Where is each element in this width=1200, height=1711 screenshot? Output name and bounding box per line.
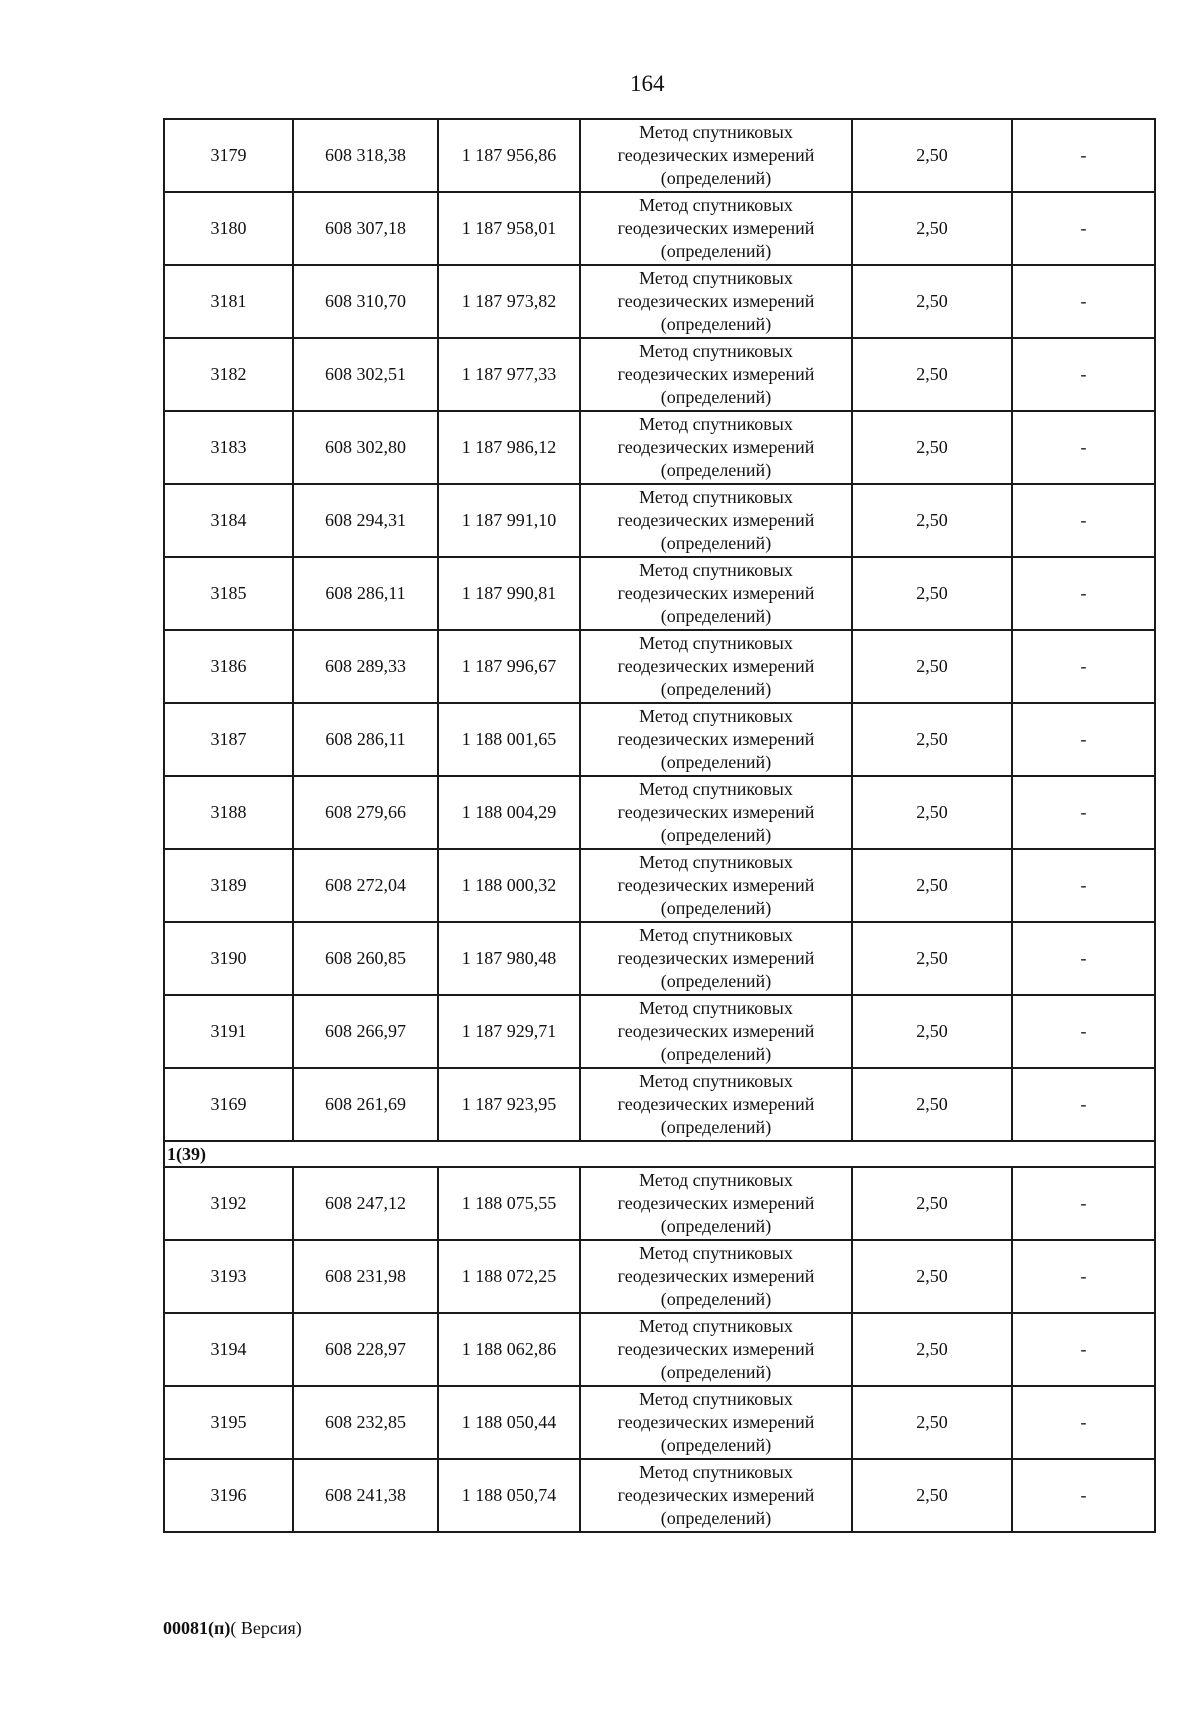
y-coordinate-cell: 1 187 986,12 — [438, 411, 580, 484]
x-coordinate-cell: 608 279,66 — [293, 776, 438, 849]
extra-cell: - — [1012, 922, 1155, 995]
table-row — [164, 1386, 1155, 1459]
point-number-cell: 3179 — [164, 119, 293, 192]
point-number-cell: 3185 — [164, 557, 293, 630]
point-number-cell: 3180 — [164, 192, 293, 265]
method-cell — [580, 1068, 852, 1141]
extra-cell: - — [1012, 1386, 1155, 1459]
table-row — [164, 922, 1155, 995]
point-number-cell: 3191 — [164, 995, 293, 1068]
accuracy-cell: 2,50 — [852, 1240, 1012, 1313]
accuracy-cell: 2,50 — [852, 1068, 1012, 1141]
page-number: 164 — [630, 71, 665, 96]
method-cell — [580, 995, 852, 1068]
table-row — [164, 338, 1155, 411]
method-cell — [580, 338, 852, 411]
point-number-cell: 3183 — [164, 411, 293, 484]
method-line: геодезических измерений — [617, 1193, 815, 1213]
method-cell — [580, 119, 852, 192]
x-coordinate-cell: 608 272,04 — [293, 849, 438, 922]
table-row — [164, 1313, 1155, 1386]
accuracy-cell: 2,50 — [852, 703, 1012, 776]
accuracy-cell: 2,50 — [852, 484, 1012, 557]
method-line: (определений) — [660, 314, 772, 334]
extra-cell: - — [1012, 192, 1155, 265]
method-line: геодезических измерений — [617, 1021, 815, 1041]
x-coordinate-cell: 608 318,38 — [293, 119, 438, 192]
y-coordinate-cell: 1 188 075,55 — [438, 1167, 580, 1240]
point-number-cell: 3190 — [164, 922, 293, 995]
x-coordinate-cell: 608 286,11 — [293, 703, 438, 776]
y-coordinate-cell: 1 188 072,25 — [438, 1240, 580, 1313]
method-line: Метод спутниковых — [639, 341, 793, 361]
method-cell — [580, 192, 852, 265]
extra-cell: - — [1012, 1167, 1155, 1240]
method-line: (определений) — [660, 825, 772, 845]
y-coordinate-cell: 1 188 050,44 — [438, 1386, 580, 1459]
y-coordinate-cell: 1 187 996,67 — [438, 630, 580, 703]
x-coordinate-cell: 608 231,98 — [293, 1240, 438, 1313]
method-cell — [580, 922, 852, 995]
y-coordinate-cell: 1 187 923,95 — [438, 1068, 580, 1141]
table-section — [164, 1141, 1155, 1167]
x-coordinate-cell: 608 286,11 — [293, 557, 438, 630]
table-row — [164, 1068, 1155, 1141]
accuracy-cell: 2,50 — [852, 922, 1012, 995]
method-cell — [580, 1167, 852, 1240]
method-line: геодезических измерений — [617, 1094, 815, 1114]
document-code: 00081(п) — [163, 1618, 231, 1638]
method-cell — [580, 630, 852, 703]
x-coordinate-cell: 608 310,70 — [293, 265, 438, 338]
y-coordinate-cell: 1 187 973,82 — [438, 265, 580, 338]
y-coordinate-cell: 1 188 001,65 — [438, 703, 580, 776]
accuracy-cell: 2,50 — [852, 192, 1012, 265]
table-row — [164, 776, 1155, 849]
method-line: (определений) — [660, 460, 772, 480]
extra-cell: - — [1012, 1068, 1155, 1141]
point-number-cell: 3181 — [164, 265, 293, 338]
accuracy-cell: 2,50 — [852, 1167, 1012, 1240]
method-line: Метод спутниковых — [639, 633, 793, 653]
y-coordinate-cell: 1 188 050,74 — [438, 1459, 580, 1532]
method-line: (определений) — [660, 387, 772, 407]
accuracy-cell: 2,50 — [852, 338, 1012, 411]
table-row — [164, 1167, 1155, 1240]
x-coordinate-cell: 608 302,80 — [293, 411, 438, 484]
method-line: (определений) — [660, 1435, 772, 1455]
table-row — [164, 1459, 1155, 1532]
y-coordinate-cell: 1 188 000,32 — [438, 849, 580, 922]
method-line: (определений) — [660, 168, 772, 188]
method-line: геодезических измерений — [617, 875, 815, 895]
method-line: (определений) — [660, 1508, 772, 1528]
point-number-cell: 3169 — [164, 1068, 293, 1141]
method-line: геодезических измерений — [617, 1266, 815, 1286]
method-line: геодезических измерений — [617, 145, 815, 165]
x-coordinate-cell: 608 260,85 — [293, 922, 438, 995]
extra-cell: - — [1012, 265, 1155, 338]
accuracy-cell: 2,50 — [852, 1313, 1012, 1386]
y-coordinate-cell: 1 187 980,48 — [438, 922, 580, 995]
method-line: (определений) — [660, 898, 772, 918]
y-coordinate-cell: 1 187 990,81 — [438, 557, 580, 630]
point-number-cell: 3193 — [164, 1240, 293, 1313]
method-line: (определений) — [660, 241, 772, 261]
y-coordinate-cell: 1 187 956,86 — [438, 119, 580, 192]
point-number-cell: 3189 — [164, 849, 293, 922]
method-line: геодезических измерений — [617, 364, 815, 384]
point-number-cell: 3182 — [164, 338, 293, 411]
method-line: геодезических измерений — [617, 218, 815, 238]
point-number-cell: 3186 — [164, 630, 293, 703]
table-row — [164, 411, 1155, 484]
method-cell — [580, 1313, 852, 1386]
extra-cell: - — [1012, 557, 1155, 630]
point-number-cell: 3194 — [164, 1313, 293, 1386]
method-line: Метод спутниковых — [639, 1071, 793, 1091]
method-line: Метод спутниковых — [639, 487, 793, 507]
document-version: ( Версия) — [230, 1618, 302, 1638]
method-cell — [580, 484, 852, 557]
method-line: Метод спутниковых — [639, 268, 793, 288]
method-line: геодезических измерений — [617, 437, 815, 457]
accuracy-cell: 2,50 — [852, 1386, 1012, 1459]
accuracy-cell: 2,50 — [852, 630, 1012, 703]
method-cell — [580, 1240, 852, 1313]
table-row — [164, 849, 1155, 922]
method-line: геодезических измерений — [617, 291, 815, 311]
extra-cell: - — [1012, 1240, 1155, 1313]
y-coordinate-cell: 1 187 991,10 — [438, 484, 580, 557]
x-coordinate-cell: 608 261,69 — [293, 1068, 438, 1141]
method-cell — [580, 265, 852, 338]
method-line: Метод спутниковых — [639, 1243, 793, 1263]
extra-cell: - — [1012, 776, 1155, 849]
x-coordinate-cell: 608 294,31 — [293, 484, 438, 557]
point-number-cell: 3188 — [164, 776, 293, 849]
method-line: геодезических измерений — [617, 656, 815, 676]
extra-cell: - — [1012, 411, 1155, 484]
method-line: геодезических измерений — [617, 729, 815, 749]
method-line: (определений) — [660, 679, 772, 699]
x-coordinate-cell: 608 228,97 — [293, 1313, 438, 1386]
table-row — [164, 484, 1155, 557]
x-coordinate-cell: 608 289,33 — [293, 630, 438, 703]
y-coordinate-cell: 1 188 062,86 — [438, 1313, 580, 1386]
accuracy-cell: 2,50 — [852, 849, 1012, 922]
extra-cell: - — [1012, 1313, 1155, 1386]
x-coordinate-cell: 608 232,85 — [293, 1386, 438, 1459]
section-label: 1(39) — [164, 1141, 1155, 1167]
method-line: Метод спутниковых — [639, 852, 793, 872]
y-coordinate-cell: 1 187 958,01 — [438, 192, 580, 265]
method-line: (определений) — [660, 1216, 772, 1236]
table-row — [164, 703, 1155, 776]
method-line: (определений) — [660, 1289, 772, 1309]
method-cell — [580, 1386, 852, 1459]
method-cell — [580, 1459, 852, 1532]
accuracy-cell: 2,50 — [852, 119, 1012, 192]
x-coordinate-cell: 608 307,18 — [293, 192, 438, 265]
method-line: геодезических измерений — [617, 510, 815, 530]
x-coordinate-cell: 608 247,12 — [293, 1167, 438, 1240]
table-row — [164, 630, 1155, 703]
method-line: геодезических измерений — [617, 1339, 815, 1359]
accuracy-cell: 2,50 — [852, 557, 1012, 630]
method-line: Метод спутниковых — [639, 1389, 793, 1409]
table-body-group-a — [164, 119, 1155, 1141]
method-line: Метод спутниковых — [639, 925, 793, 945]
table-row — [164, 557, 1155, 630]
method-line: (определений) — [660, 606, 772, 626]
table-row — [164, 119, 1155, 192]
method-line: (определений) — [660, 1044, 772, 1064]
accuracy-cell: 2,50 — [852, 411, 1012, 484]
point-number-cell: 3184 — [164, 484, 293, 557]
y-coordinate-cell: 1 187 977,33 — [438, 338, 580, 411]
extra-cell: - — [1012, 1459, 1155, 1532]
method-cell — [580, 557, 852, 630]
x-coordinate-cell: 608 302,51 — [293, 338, 438, 411]
method-line: Метод спутниковых — [639, 706, 793, 726]
method-line: Метод спутниковых — [639, 998, 793, 1018]
method-line: геодезических измерений — [617, 948, 815, 968]
extra-cell: - — [1012, 484, 1155, 557]
method-line: Метод спутниковых — [639, 779, 793, 799]
y-coordinate-cell: 1 187 929,71 — [438, 995, 580, 1068]
method-line: Метод спутниковых — [639, 122, 793, 142]
accuracy-cell: 2,50 — [852, 1459, 1012, 1532]
coordinates-table — [163, 118, 1156, 1533]
section-row — [164, 1141, 1155, 1167]
y-coordinate-cell: 1 188 004,29 — [438, 776, 580, 849]
method-line: Метод спутниковых — [639, 1170, 793, 1190]
point-number-cell: 3196 — [164, 1459, 293, 1532]
method-line: геодезических измерений — [617, 1412, 815, 1432]
method-line: (определений) — [660, 971, 772, 991]
extra-cell: - — [1012, 849, 1155, 922]
method-line: Метод спутниковых — [639, 1316, 793, 1336]
method-cell — [580, 703, 852, 776]
method-line: (определений) — [660, 752, 772, 772]
method-line: Метод спутниковых — [639, 414, 793, 434]
x-coordinate-cell: 608 241,38 — [293, 1459, 438, 1532]
extra-cell: - — [1012, 995, 1155, 1068]
method-line: Метод спутниковых — [639, 195, 793, 215]
method-line: Метод спутниковых — [639, 1462, 793, 1482]
accuracy-cell: 2,50 — [852, 995, 1012, 1068]
method-line: геодезических измерений — [617, 1485, 815, 1505]
footer — [163, 1618, 302, 1639]
accuracy-cell: 2,50 — [852, 776, 1012, 849]
method-line: Метод спутниковых — [639, 560, 793, 580]
point-number-cell: 3187 — [164, 703, 293, 776]
table-row — [164, 1240, 1155, 1313]
extra-cell: - — [1012, 630, 1155, 703]
method-cell — [580, 411, 852, 484]
point-number-cell: 3192 — [164, 1167, 293, 1240]
method-cell — [580, 776, 852, 849]
method-line: (определений) — [660, 1362, 772, 1382]
method-line: геодезических измерений — [617, 583, 815, 603]
extra-cell: - — [1012, 338, 1155, 411]
method-line: (определений) — [660, 533, 772, 553]
point-number-cell: 3195 — [164, 1386, 293, 1459]
table-body-group-b — [164, 1167, 1155, 1532]
method-line: (определений) — [660, 1117, 772, 1137]
extra-cell: - — [1012, 703, 1155, 776]
table-row — [164, 265, 1155, 338]
x-coordinate-cell: 608 266,97 — [293, 995, 438, 1068]
method-cell — [580, 849, 852, 922]
method-line: геодезических измерений — [617, 802, 815, 822]
table-row — [164, 192, 1155, 265]
extra-cell: - — [1012, 119, 1155, 192]
accuracy-cell: 2,50 — [852, 265, 1012, 338]
table-row — [164, 995, 1155, 1068]
